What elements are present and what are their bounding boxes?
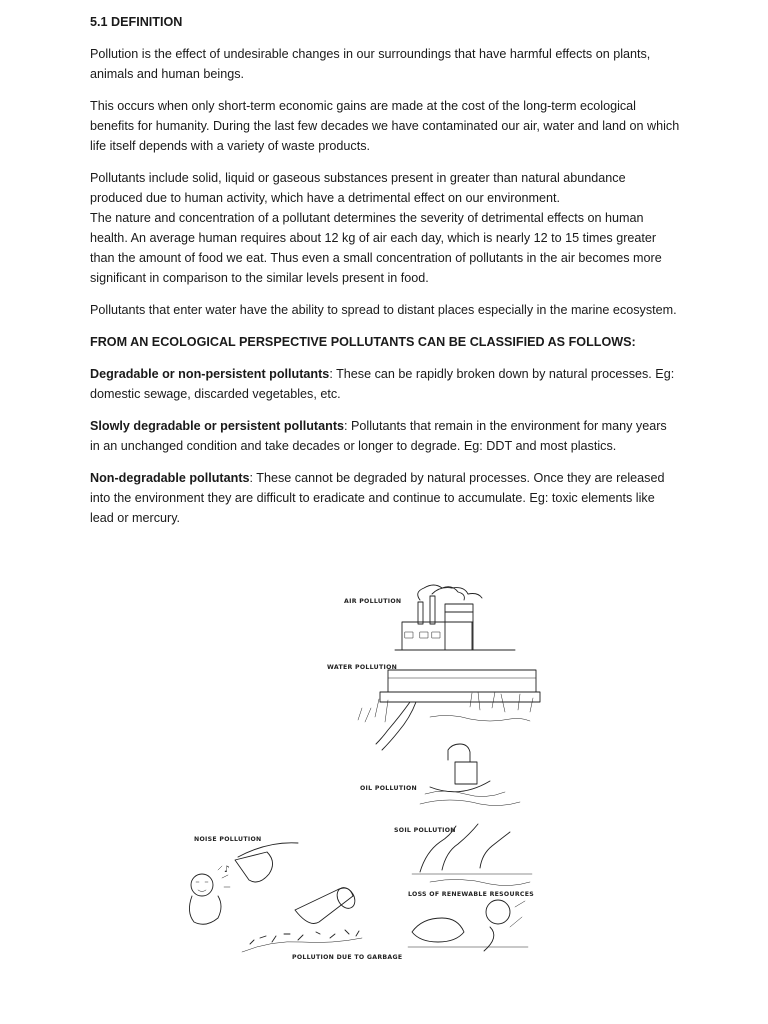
pollutant-type-term: Non-degradable pollutants	[90, 471, 250, 485]
paragraph-definition: Pollution is the effect of undesirable changes in our surroundings that have harmful effects on plants, animals and human beings.	[90, 47, 651, 81]
pollutant-type-persistent	[90, 416, 680, 456]
section-heading: 5.1 DEFINITION	[90, 15, 183, 29]
pollutant-type-desc: : These cannot be degraded by natural processes. Once they are released into the environment they are difficult to eradicate and continue to accumulate. Eg: toxic elements like lead or mercury.	[90, 471, 665, 525]
svg-text:♪: ♪	[224, 865, 230, 875]
label-loss-renewable-resources: LOSS OF RENEWABLE RESOURCES	[408, 891, 535, 898]
label-garbage-pollution: POLLUTION DUE TO GARBAGE	[292, 954, 403, 961]
renewable-resources-sketch	[408, 900, 528, 951]
pollutant-type-non-degradable	[90, 468, 680, 528]
label-soil-pollution: SOIL POLLUTION	[394, 827, 456, 834]
classification-heading: FROM AN ECOLOGICAL PERSPECTIVE POLLUTANTS CAN BE CLASSIFIED AS FOLLOWS:	[90, 335, 636, 349]
paragraph-concentration: The nature and concentration of a pollutant determines the severity of detrimental effects on human health. An average human requires about 12 kg of air each day, which is nearly 12 to 15 times greater than the amount of food we eat. Thus even a small concentration of pollutants in the air becomes more significant in comparison to the similar levels present in food.	[90, 211, 662, 285]
paragraph-pollutants: Pollutants include solid, liquid or gaseous substances present in greater than natural abundance produced due to human activity, which have a detrimental effect on our environment.	[90, 171, 626, 205]
pollutant-type-term: Slowly degradable or persistent pollutants	[90, 419, 345, 433]
pollution-illustration	[180, 582, 560, 972]
garbage-sketch	[242, 884, 362, 952]
water-pollution-sketch	[358, 670, 540, 750]
noise-pollution-sketch	[189, 843, 298, 924]
label-noise-pollution: NOISE POLLUTION	[194, 836, 262, 843]
pollutant-type-desc: : Pollutants that remain in the environment for many years in an unchanged condition and take decades or longer to degrade. Eg: DDT and most plastics.	[90, 419, 667, 453]
pollutant-type-term: Degradable or non-persistent pollutants	[90, 367, 330, 381]
pollutant-type-degradable	[90, 364, 680, 404]
pollution-sketches	[180, 582, 560, 972]
factory-sketch	[395, 585, 515, 650]
label-air-pollution: AIR POLLUTION	[344, 598, 402, 605]
label-water-pollution: WATER POLLUTION	[327, 664, 398, 671]
oil-pollution-sketch	[420, 744, 520, 806]
label-oil-pollution: OIL POLLUTION	[360, 785, 418, 792]
paragraph-causes: This occurs when only short-term economic gains are made at the cost of the long-term ecological benefits for humanity. During the last few decades we have contaminated our air, water and land on which life itself depends with a variety of waste products.	[90, 99, 680, 153]
document-body	[90, 12, 680, 540]
pollutant-type-desc: : These can be rapidly broken down by natural processes. Eg: domestic sewage, discarded vegetables, etc.	[90, 367, 675, 401]
paragraph-water-spread: Pollutants that enter water have the ability to spread to distant places especially in the marine ecosystem.	[90, 303, 677, 317]
